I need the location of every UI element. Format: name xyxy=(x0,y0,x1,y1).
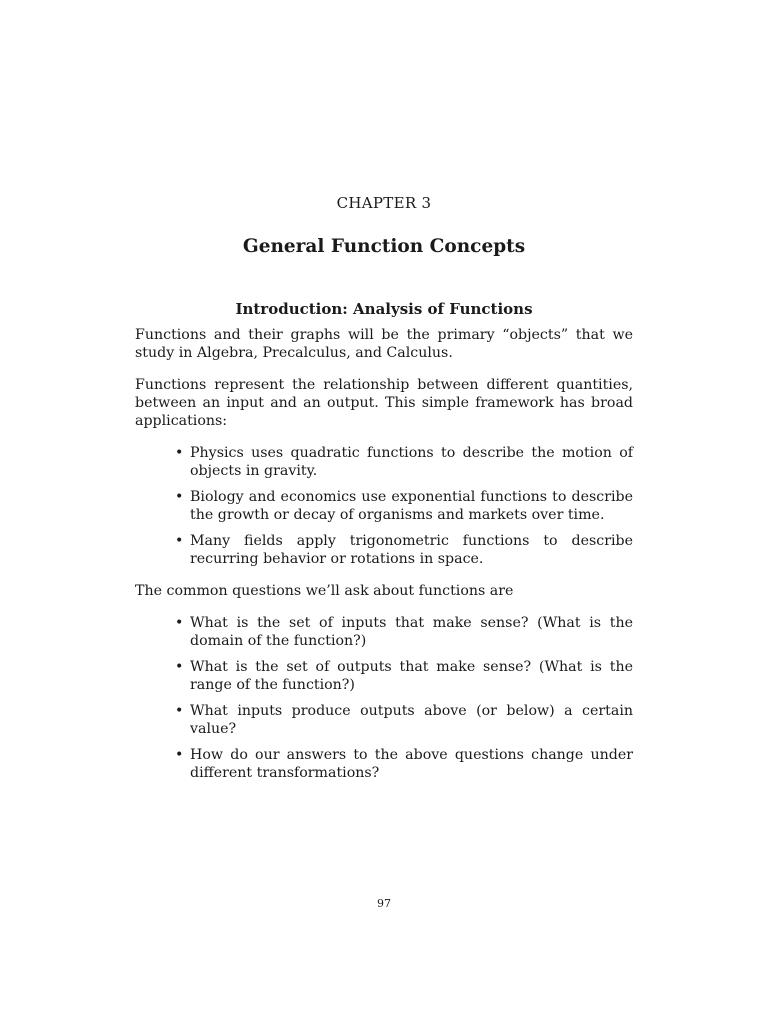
list-item xyxy=(135,444,633,480)
list-item-text: How do our answers to the above questions change under different transformations? xyxy=(190,747,633,781)
list-item-text: Many fields apply trigonometric functions to describe recurring behavior or rotations in space. xyxy=(190,533,633,567)
list-item xyxy=(135,702,633,738)
list-item xyxy=(135,614,633,650)
list-item xyxy=(135,532,633,568)
body-text xyxy=(135,326,633,796)
bullet-icon: • xyxy=(175,703,184,719)
bullet-icon: • xyxy=(175,659,184,675)
paragraph-questions: The common questions we’ll ask about functions are xyxy=(135,583,514,599)
bullet-icon: • xyxy=(175,615,184,631)
list-item xyxy=(135,658,633,694)
list-item-text: Physics uses quadratic functions to describe the motion of objects in gravity. xyxy=(190,445,633,479)
paragraph-intro: Functions and their graphs will be the primary “objects” that we study in Algebra, Precalculus, and Calculus. xyxy=(135,327,633,361)
chapter-title: General Function Concepts xyxy=(242,236,526,257)
list-item-text: What is the set of inputs that make sense? (What is the domain of the function?) xyxy=(190,615,633,649)
list-item xyxy=(135,746,633,782)
section-heading: Introduction: Analysis of Functions xyxy=(235,300,533,318)
list-item-text: What inputs produce outputs above (or below) a certain value? xyxy=(190,703,633,737)
bullet-icon: • xyxy=(175,747,184,763)
list-item xyxy=(135,488,633,524)
chapter-label: CHAPTER 3 xyxy=(336,194,432,212)
bullet-icon: • xyxy=(175,489,184,505)
page-number: 97 xyxy=(377,897,391,910)
paragraph-relationship: Functions represent the relationship between different quantities, between an input and an output. This simple framework has broad applications: xyxy=(135,377,633,429)
applications-list xyxy=(135,444,633,568)
questions-list xyxy=(135,614,633,782)
list-item-text: What is the set of outputs that make sense? (What is the range of the function?) xyxy=(190,659,633,693)
bullet-icon: • xyxy=(175,533,184,549)
bullet-icon: • xyxy=(175,445,184,461)
list-item-text: Biology and economics use exponential functions to describe the growth or decay of organisms and markets over time. xyxy=(190,489,633,523)
